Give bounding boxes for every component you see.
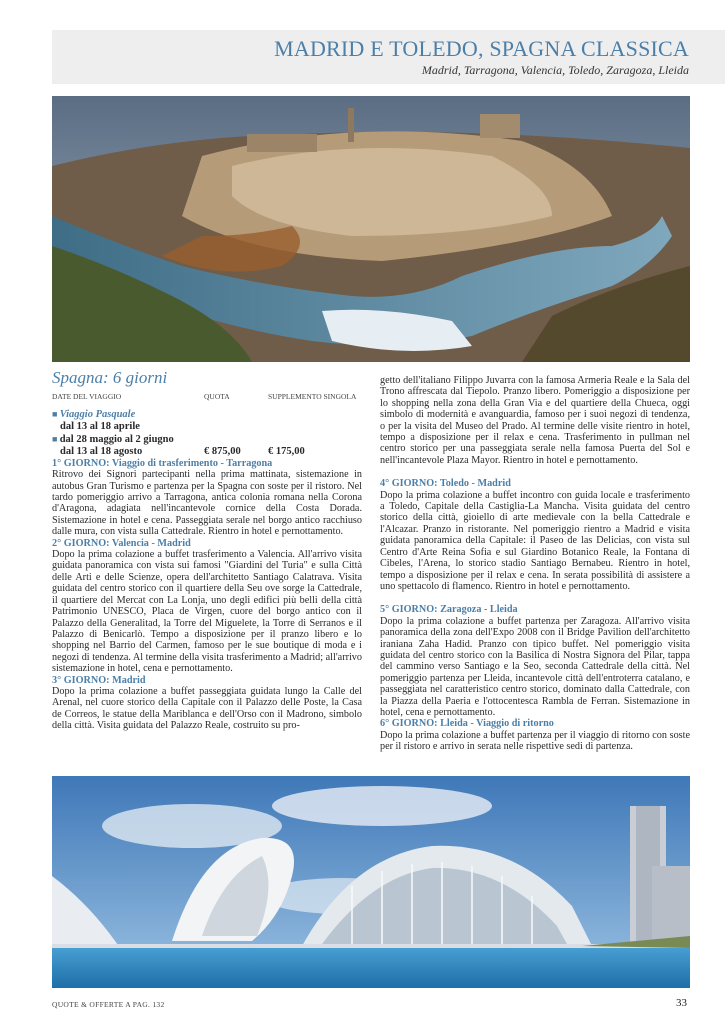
day-5-title: 5° GIORNO: Zaragoza - Lleida xyxy=(380,604,518,616)
supplement-value: € 175,00 xyxy=(268,445,305,457)
col-supplement-header: SUPPLEMENTO SINGOLA xyxy=(268,392,357,402)
valencia-arts-sciences-photo xyxy=(52,776,690,988)
toledo-panorama-photo xyxy=(52,96,690,362)
heading-country: Spagna: xyxy=(52,368,113,387)
day-4-title: 4° GIORNO: Toledo - Madrid xyxy=(380,478,511,490)
section-heading xyxy=(52,368,362,387)
left-column xyxy=(52,368,362,732)
toledo-panorama-illustration xyxy=(52,96,690,362)
col-date-header: DATE DEL VIAGGIO xyxy=(52,392,122,402)
date-3: dal 13 al 18 agosto xyxy=(60,445,143,457)
day-1-title: 1° GIORNO: Viaggio di trasferimento - Tarragona xyxy=(52,457,273,469)
bullet-square-icon: ■ xyxy=(52,433,60,444)
day-4-text: Dopo la prima colazione a buffet incontro con guida locale e trasferimento a Toledo, Capitale della Castiglia-La Mancha. Visita guidata del centro storico della città, gioiello di arte medievale con la bella Cattedrale e l'Alcazar. Pranzo in ristorante. Nel pomeriggio rientro a Madrid e visita guidata panoramica della Capitale: il Paseo de las Delicias, con vista sul Centro d'Arte Reina Sofia e sul Giardino Botanico Reale, la Fontana di Cibeles, l'Arena, lo storico stadio Santiago Bernabeu. Rientro in hotel, tempo a disposizione per il relax e cena. In serata possibilità di assistere a uno spettacolo di flamenco. Rientro in hotel e pernottamento. xyxy=(380,489,690,592)
price-value: € 875,00 xyxy=(204,445,241,457)
day-3-text-part-1: Dopo la prima colazione a buffet passeggiata guidata lungo la Calle del Arenal, nel cuore storico della Capitale con il Palazzo delle Poste, la Casa de Correos, le statue della Mariblanca e dell'Orso con il Madrono, simbolo della città. Visita guidata del Palazzo Reale, costruito su pro- xyxy=(52,685,362,732)
date-1: dal 13 al 18 aprile xyxy=(60,420,140,432)
bullet-square-icon: ■ xyxy=(52,408,60,419)
page-subtitle: Madrid, Tarragona, Valencia, Toledo, Zaragoza, Lleida xyxy=(421,63,689,77)
trip-name: Viaggio Pasquale xyxy=(59,408,136,420)
day-3-title: 3° GIORNO: Madrid xyxy=(52,674,146,686)
date-row-1 xyxy=(52,421,362,433)
valencia-illustration xyxy=(52,776,690,988)
day-1-text: Ritrovo dei Signori partecipanti nella prima mattinata, sistemazione in autobus Gran Turismo e partenza per la Spagna con soste per il ristoro. Nel tardo pomeriggio arrivo a Tarragona, antica colonia romana nella Corona d'Aragona, adagiata nell'incantevole cornice della Costa Dorada. Sistemazione in hotel e cena. Passeggiata serale nel borgo antico racchiuso dalle mura, con vista sulla Cattedrale. Rientro in hotel e pernottamento. xyxy=(52,469,362,538)
day-3-text-part-2: getto dell'italiano Filippo Juvarra con la famosa Armeria Reale e la Sala del Trono affrescata dal Tiepolo. Pranzo libero. Pomeriggio a disposizione per lo shopping nella zona della Gran Via e del quartiere della Chueca, oggi simbolo di modernità e avanguardia, famoso per i suoi negozi di tendenza, o per la visita del Museo del Prado. Al termine delle visite rientro in hotel, tempo a disposizione per il relax e cena. Trasferimento in pullman nel centro storico per una passeggiata serale nella famosa Puerta del Sol e nell'incantevole Plaza Mayor. Rientro in hotel e pernottamento. xyxy=(380,375,690,466)
heading-days: 6 giorni xyxy=(112,368,168,387)
date-row-3 xyxy=(52,446,362,458)
date-2: dal 28 maggio al 2 giugno xyxy=(59,433,174,445)
page-title: MADRID E TOLEDO, SPAGNA CLASSICA xyxy=(274,36,689,61)
day-2-text: Dopo la prima colazione a buffet trasferimento a Valencia. All'arrivo visita guidata panoramica con vista sui famosi "Giardini del Turia" e sulla Città delle Arti e delle Scienze, opera dell'architetto Santiago Calatrava. Visita guidata del centro storico con il quartiere della Seu ove sorge la Cattedrale, il quartiere del Mercat con La Lonja, uno degli edifici più belli della città Patrimonio UNESCO, Placa de Virgen, cuore del borgo antico con il Palazzo della Generalitad, la Torre del Miguelete, la Torre di Serranos e il Palazzo di Benicarlò. Tempo a disposizione per il pranzo libero e lo shopping nel Barrio del Carmen, famoso per le sue boutique di moda e i negozi di tendenza. Al termine della visita trasferimento a Madrid; all'arrivo sistemazione in hotel, cena e pernottamento. xyxy=(52,549,362,675)
day-6-text: Dopo la prima colazione a buffet partenza per il viaggio di ritorno con soste per il ristoro e arrivo in serata nelle rispettive sedi di partenza. xyxy=(380,729,690,753)
price-table-header xyxy=(52,391,362,402)
day-2-title: 2° GIORNO: Valencia - Madrid xyxy=(52,537,191,549)
date-row-2 xyxy=(52,433,362,446)
page-number: 33 xyxy=(676,997,687,1009)
day-6-title: 6° GIORNO: Lleida - Viaggio di ritorno xyxy=(380,718,554,730)
col-price-header: QUOTA xyxy=(204,392,230,402)
price-table xyxy=(52,408,362,458)
footer-note: QUOTE & OFFERTE A PAG. 132 xyxy=(52,1000,165,1009)
right-column xyxy=(380,375,690,753)
day-5-text: Dopo la prima colazione a buffet partenza per Zaragoza. All'arrivo visita panoramica della zona dell'Expo 2008 con il Bridge Pavilion dell'architetto iraniana Zaha Hadid. Pranzo con tipico buffet. Nel pomeriggio visita guidata del centro storico con la Basilica di Nostra Signora del Pilar, tappa del cammino verso Santiago e la Seo, seconda Cattedrale della città. Nel pomeriggio partenza per Lleida, incantevole città dell'entroterra catalano, e passeggiata nel caratteristico centro storico, dominato dalla Cattedrale, con la Piazza della Paeria e l'ottocentesca Rambla de Ferran. Sistemazione in hotel, cena e pernottamento. xyxy=(380,615,690,718)
